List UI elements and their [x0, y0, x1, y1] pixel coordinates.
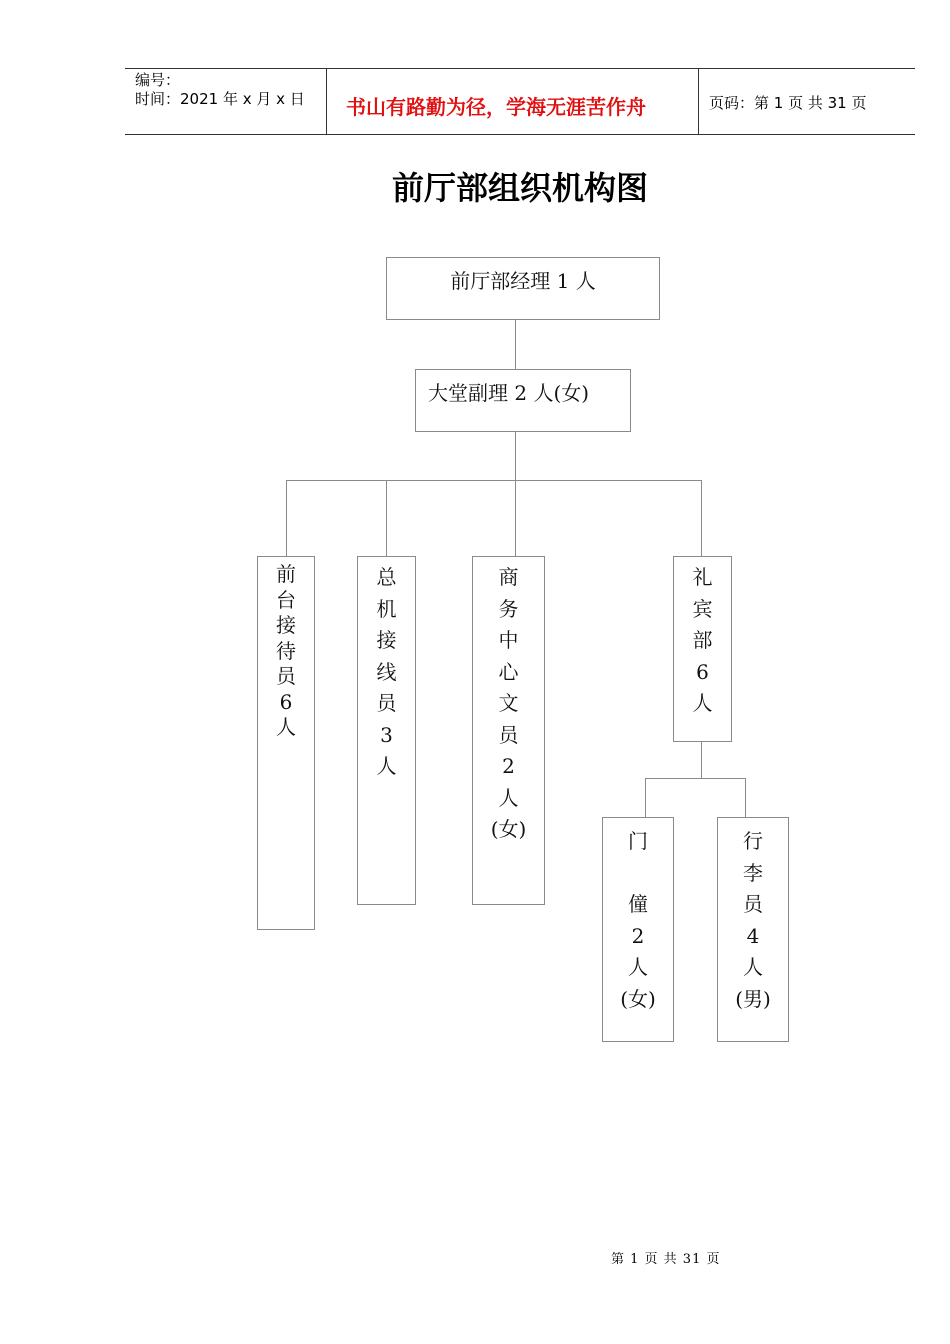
- box-label-char: (女): [620, 986, 656, 1011]
- box-label-char: 3: [380, 722, 393, 747]
- box-label-char: 2: [502, 754, 515, 778]
- business-center-label: [473, 557, 544, 846]
- box-label-char: 人: [498, 785, 519, 810]
- connector-concierge: [701, 480, 702, 556]
- box-label-char: 机: [376, 596, 397, 621]
- box-label-char: 前: [276, 562, 296, 586]
- box-label-char: 员: [743, 892, 763, 916]
- business-center-box: [472, 556, 545, 905]
- connector-business-center: [515, 480, 516, 556]
- document-time-label: 时间：2021 年 x 月 x 日: [135, 90, 305, 108]
- connector-sub-bus: [645, 778, 745, 779]
- page-header: [125, 68, 915, 135]
- bellman-box: [717, 817, 789, 1042]
- box-label-char: 待: [276, 638, 296, 663]
- box-label-char: 部: [692, 628, 713, 652]
- page-title: 前厅部组织机构图: [391, 169, 648, 207]
- front-desk-box: [257, 556, 315, 930]
- box-label-char: 6: [279, 689, 293, 714]
- page-footer: 第 1 页 共 31 页: [611, 1252, 721, 1267]
- box-label-char: 人: [276, 715, 296, 739]
- box-label-char: 4: [746, 923, 760, 948]
- box-label-char: 人: [628, 955, 648, 979]
- box-label-char: 人: [376, 754, 397, 778]
- box-label-char: 中: [498, 628, 519, 652]
- connector-switchboard: [386, 480, 387, 556]
- box-label-char: 僮: [628, 892, 648, 916]
- box-label-char: 礼: [692, 565, 713, 589]
- header-divider: [326, 69, 327, 134]
- box-label-char: 员: [498, 722, 519, 747]
- assistant-manager-label: 大堂副理 2 人(女): [428, 381, 590, 405]
- front-desk-label: [258, 557, 314, 741]
- box-label-char: [603, 858, 673, 890]
- box-label-char: 接: [376, 628, 397, 652]
- doorman-label: [603, 818, 673, 1015]
- box-label-char: 务: [498, 596, 519, 621]
- connector-front-desk: [286, 480, 287, 556]
- box-label-char: 员: [276, 664, 296, 688]
- connector-department-bus: [286, 480, 702, 481]
- switchboard-box: [357, 556, 416, 905]
- concierge-box: [673, 556, 732, 742]
- concierge-label: [674, 557, 731, 720]
- box-label-char: 人: [692, 691, 713, 715]
- connector-manager-assistant: [515, 319, 516, 369]
- header-motto: 书山有路勤为径，学海无涯苦作舟: [346, 95, 646, 119]
- connector-concierge-bus: [701, 741, 702, 779]
- box-label-char: 总: [376, 565, 397, 589]
- box-label-char: 2: [631, 923, 645, 948]
- connector-bellman: [745, 778, 746, 817]
- box-label-char: 线: [376, 659, 397, 684]
- header-page-label: 页码：第 1 页 共 31 页: [709, 94, 867, 112]
- box-label-char: 人: [743, 955, 763, 979]
- box-label-char: 宾: [692, 596, 713, 621]
- box-label-char: 6: [696, 659, 709, 684]
- document-number-label: 编号：: [135, 71, 181, 89]
- box-label-char: 心: [498, 659, 519, 684]
- box-label-char: 台: [276, 587, 296, 612]
- manager-label: 前厅部经理 1 人: [450, 269, 596, 293]
- switchboard-label: [358, 557, 415, 783]
- box-label-char: 行: [743, 829, 763, 853]
- bellman-label: [718, 818, 788, 1015]
- manager-box: [386, 257, 660, 320]
- assistant-manager-box: [415, 369, 631, 432]
- connector-doorman: [645, 778, 646, 817]
- header-divider: [698, 69, 699, 134]
- box-label-char: 门: [628, 829, 648, 853]
- box-label-char: 员: [376, 691, 397, 715]
- box-label-char: 接: [276, 613, 296, 637]
- box-label-char: 文: [498, 691, 519, 715]
- box-label-char: 李: [743, 860, 763, 885]
- box-label-char: (男): [735, 986, 771, 1011]
- connector-assistant-bus: [515, 431, 516, 481]
- doorman-box: [602, 817, 674, 1042]
- box-label-char: 商: [498, 565, 519, 589]
- box-label-char: (女): [490, 817, 527, 841]
